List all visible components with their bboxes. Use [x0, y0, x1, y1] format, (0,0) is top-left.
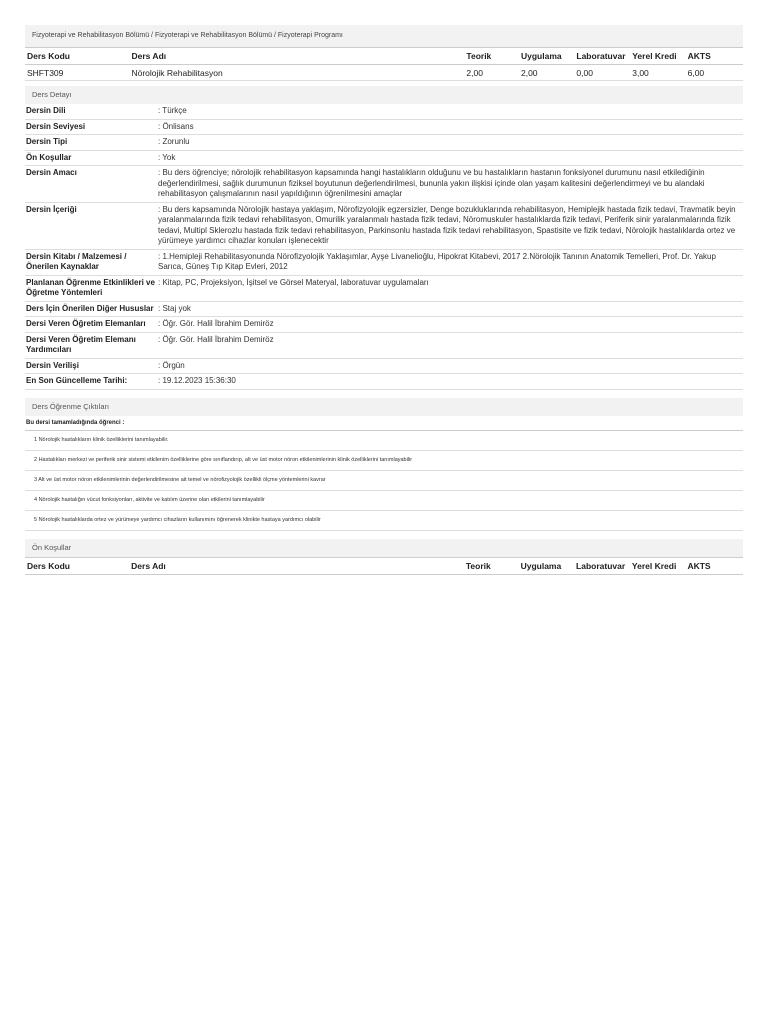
detail-value: : Yok [157, 150, 743, 166]
detail-row [25, 104, 743, 119]
detail-row [25, 332, 743, 358]
detail-label: Dersin Kitabı / Malzemesi / Önerilen Kaynaklar [25, 249, 157, 275]
col-yerel-kredi: Yerel Kredi [630, 557, 686, 574]
detail-value: : Önlisans [157, 119, 743, 135]
outcomes-intro: Bu dersi tamamladığında öğrenci : [25, 416, 743, 431]
detail-label: Dersi Veren Öğretim Elemanı Yardımcıları [25, 332, 157, 358]
detail-value: : Öğr. Gör. Halil İbrahim Demiröz [157, 317, 743, 333]
prereq-table-header [25, 557, 743, 574]
detail-row [25, 166, 743, 203]
detail-label: Ders İçin Önerilen Diğer Hususlar [25, 301, 157, 317]
detail-label: Dersin Verilişi [25, 358, 157, 374]
col-uygulama: Uygulama [519, 557, 574, 574]
outcomes-block [25, 398, 743, 531]
col-ders-kodu: Ders Kodu [25, 557, 129, 574]
detail-value: : Kitap, PC, Projeksiyon, İşitsel ve Görsel Materyal, laboratuvar uygulamaları [157, 275, 743, 301]
detail-value: : Zorunlu [157, 135, 743, 151]
details-section-title: Ders Detayı [25, 86, 743, 104]
detail-label: Dersin Dili [25, 104, 157, 119]
col-laboratuvar: Laboratuvar [574, 48, 630, 65]
detail-value: : Türkçe [157, 104, 743, 119]
page [25, 25, 743, 575]
detail-value: : Örgün [157, 358, 743, 374]
detail-row [25, 202, 743, 249]
detail-row [25, 374, 743, 390]
detail-row [25, 150, 743, 166]
detail-value: : Staj yok [157, 301, 743, 317]
detail-row [25, 317, 743, 333]
list-item: 2 Hastalıkları merkezi ve periferik sinir sistemi etkilenim özelliklerine göre sınıflandırıp, alt ve üst motor nöron etkilenimlerinin klinik özelliklerini tanımlayabilir [25, 451, 743, 471]
course-table-header [25, 48, 743, 65]
detail-row [25, 358, 743, 374]
breadcrumb[interactable]: Fizyoterapi ve Rehabilitasyon Bölümü / Fizyoterapi ve Rehabilitasyon Bölümü / Fizyoterapi Programı [25, 25, 743, 47]
list-item: 4 Nörolojik hastalığın vücut fonksiyonları, aktivite ve katılım üzerine olan etkilerini tanımlayabilir [25, 491, 743, 511]
detail-row [25, 301, 743, 317]
table-row [25, 65, 743, 81]
detail-label: Dersin İçeriği [25, 202, 157, 249]
detail-value: : 19.12.2023 15:36:30 [157, 374, 743, 390]
prereq-section-title: Ön Koşullar [25, 539, 743, 557]
col-yerel-kredi: Yerel Kredi [630, 48, 685, 65]
detail-row [25, 135, 743, 151]
detail-label: Dersin Seviyesi [25, 119, 157, 135]
list-item: 5 Nörolojik hastalıklarda ortez ve yürümeye yardımcı cihazların kullanımını öğrenerek klinikte hastaya yardımcı olabilir [25, 511, 743, 531]
detail-value: : Bu ders kapsamında Nörolojik hastaya yaklaşım, Nörofizyolojik egzersizler, Denge bozukluklarında rehabilitasyon, Hemiplejik hastada fizik tedavi, Travmatik beyin yaralanmalarında fizik tedavi rehabilitasyon, Omurilik yaralanmalı hastada fizik tedavi, Nöromuskuler hastalıklarda fizik tedavi, Periferik sinir yaralanmalarında fizik tedavi, Multipl Sklerozlu hastada fizik tedavi rehabilitasyon, Parkinsonlu hastada fizik tedavi rehabilitasyon, Spastisite ve fizik tedavi, Nörolojik hastalıklarda ortez ve yürümeye yardımcı cihazlar konuları işlenecektir [157, 202, 743, 249]
detail-value: : Öğr. Gör. Halil İbrahim Demiröz [157, 332, 743, 358]
col-laboratuvar: Laboratuvar [574, 557, 630, 574]
detail-label: Dersin Amacı [25, 166, 157, 203]
course-table [25, 47, 743, 81]
col-ders-adi: Ders Adı [129, 557, 464, 574]
cell-course-name: Nörolojik Rehabilitasyon [129, 65, 464, 81]
col-ders-kodu: Ders Kodu [25, 48, 129, 65]
detail-label: Dersin Tipi [25, 135, 157, 151]
detail-label: Planlanan Öğrenme Etkinlikleri ve Öğretme Yöntemleri [25, 275, 157, 301]
detail-row [25, 249, 743, 275]
detail-value: : Bu ders öğrenciye; nörolojik rehabilitasyon kapsamında hangi hastalıkların olduğunu ve bu hastalıkların hastanın fonksiyonel durumunu nasıl etkilediğinin değerlendirilmesi, sağlık durumunun fiziksel boyutunun değerlendirilmesi, bununla yakın ilişkisi içinde olan yaşam kalitesini değerlendirmeyi ve bu alandaki rehabilitasyon çalışmalarının nasıl yapıldığının öğrenilmesini amaçlar [157, 166, 743, 203]
outcomes-section-title: Ders Öğrenme Çıktıları [25, 398, 743, 416]
col-akts: AKTS [685, 557, 743, 574]
prereq-table [25, 557, 743, 575]
detail-row [25, 275, 743, 301]
col-akts: AKTS [686, 48, 743, 65]
detail-label: En Son Güncelleme Tarihi: [25, 374, 157, 390]
col-teorik: Teorik [464, 557, 519, 574]
list-item: 1 Nörolojik hastalıkların klinik özelliklerini tanımlayabilir. [25, 431, 743, 451]
cell-course-code: SHFT309 [25, 65, 129, 81]
detail-label: Dersi Veren Öğretim Elemanları [25, 317, 157, 333]
col-teorik: Teorik [464, 48, 519, 65]
detail-row [25, 119, 743, 135]
detail-label: Ön Koşullar [25, 150, 157, 166]
cell-uygulama: 2,00 [519, 65, 574, 81]
cell-laboratuvar: 0,00 [574, 65, 630, 81]
details-table [25, 104, 743, 390]
detail-value: : 1.Hemipleji Rehabilitasyonunda Nörofizyolojik Yaklaşımlar, Ayşe Livanelioğlu, Hipokrat Kitabevi, 2017 2.Nörolojik Tanının Anatomik Temelleri, Prof. Dr. Yakup Sarıca, Güneş Tıp Kitap Evleri, 2012 [157, 249, 743, 275]
list-item: 3 Alt ve üst motor nöron etkilenimlerinin değerlendirilmesine ait temel ve nörofizyolojik özellikli ölçme yöntemlerini kavrar [25, 471, 743, 491]
col-uygulama: Uygulama [519, 48, 574, 65]
col-ders-adi: Ders Adı [129, 48, 464, 65]
cell-akts: 6,00 [686, 65, 743, 81]
cell-teorik: 2,00 [464, 65, 519, 81]
cell-yerel-kredi: 3,00 [630, 65, 685, 81]
